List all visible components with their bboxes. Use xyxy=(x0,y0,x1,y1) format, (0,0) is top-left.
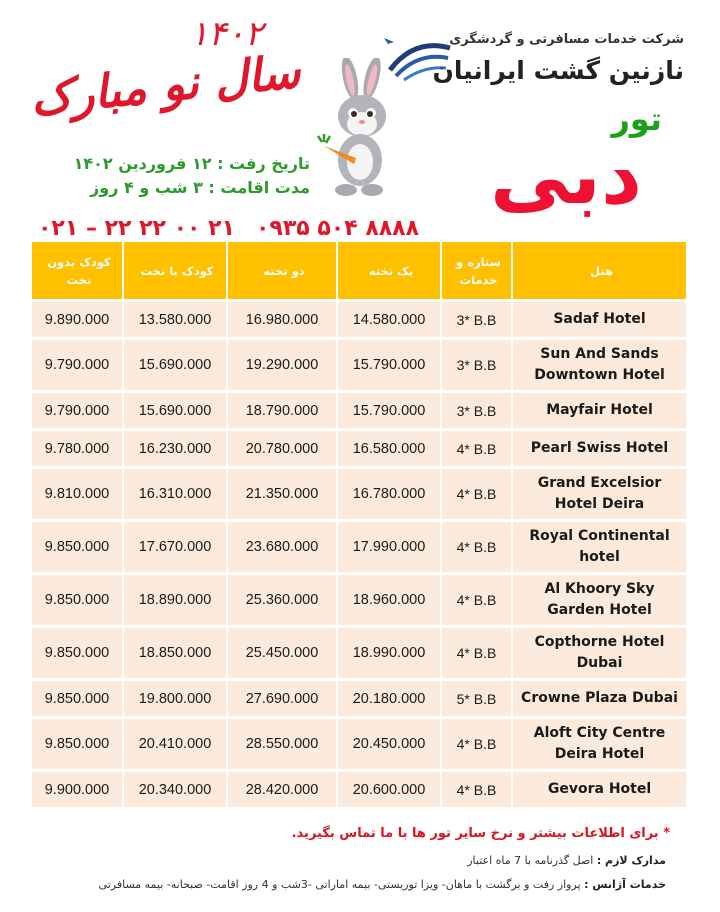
cell-stars: 4* B.B xyxy=(442,469,513,522)
cell-stars: 4* B.B xyxy=(442,522,513,575)
cell-double: 25.450.000 xyxy=(228,628,338,681)
cell-child-bed: 16.310.000 xyxy=(124,469,228,522)
cell-single: 16.580.000 xyxy=(338,431,442,469)
table-row xyxy=(32,431,688,469)
cell-double: 19.290.000 xyxy=(228,340,338,393)
table-row xyxy=(32,628,688,681)
phone-landline[interactable]: ۰۲۱ – ۲۲ ۲۲ ۰۰ ۲۱ xyxy=(38,216,236,241)
cell-double: 28.420.000 xyxy=(228,772,338,810)
cell-double: 18.790.000 xyxy=(228,393,338,431)
cell-hotel: Gevora Hotel xyxy=(513,772,688,810)
cell-stars: 3* B.B xyxy=(442,302,513,340)
cell-child-bed: 18.850.000 xyxy=(124,628,228,681)
cell-child-nobed: 9.850.000 xyxy=(32,575,124,628)
cell-stars: 4* B.B xyxy=(442,628,513,681)
table-row xyxy=(32,393,688,431)
new-year-greeting xyxy=(27,14,303,126)
cell-stars: 5* B.B xyxy=(442,681,513,719)
cell-stars: 4* B.B xyxy=(442,431,513,469)
table-row xyxy=(32,575,688,628)
greeting-phrase: سال نو مبارک xyxy=(27,44,303,126)
table-row xyxy=(32,522,688,575)
contact-note: * برای اطلاعات بیشتر و نرخ سایر تور ها با ما تماس بگیرید. xyxy=(291,826,670,841)
cell-single: 17.990.000 xyxy=(338,522,442,575)
header-child-bed: کودک با تخت xyxy=(124,242,228,302)
header-hotel: هتل xyxy=(513,242,688,302)
header-stars: ستاره و خدمات xyxy=(442,242,513,302)
cell-child-nobed: 9.850.000 xyxy=(32,719,124,772)
company-subtitle: شرکت خدمات مسافرتی و گردشگری xyxy=(449,32,684,47)
price-table xyxy=(32,242,688,810)
cell-double: 16.980.000 xyxy=(228,302,338,340)
cell-double: 28.550.000 xyxy=(228,719,338,772)
departure-date: تاریخ رفت : ۱۲ فروردین ۱۴۰۲ xyxy=(73,154,310,173)
header-single: یک تخته xyxy=(338,242,442,302)
services-label: خدمات آژانس : xyxy=(584,878,666,891)
cell-child-bed: 15.690.000 xyxy=(124,340,228,393)
cell-child-nobed: 9.780.000 xyxy=(32,431,124,469)
cell-child-nobed: 9.850.000 xyxy=(32,522,124,575)
cell-single: 20.180.000 xyxy=(338,681,442,719)
cell-child-nobed: 9.850.000 xyxy=(32,628,124,681)
cell-child-nobed: 9.850.000 xyxy=(32,681,124,719)
cell-hotel: Mayfair Hotel xyxy=(513,393,688,431)
agency-services xyxy=(99,878,666,891)
cell-double: 25.360.000 xyxy=(228,575,338,628)
cell-child-nobed: 9.900.000 xyxy=(32,772,124,810)
cell-stars: 3* B.B xyxy=(442,393,513,431)
header-child-nobed: کودک بدون تخت xyxy=(32,242,124,302)
company-logo xyxy=(384,22,684,94)
cell-hotel: Al Khoory Sky Garden Hotel xyxy=(513,575,688,628)
cell-child-bed: 15.690.000 xyxy=(124,393,228,431)
cell-hotel: Sun And Sands Downtown Hotel xyxy=(513,340,688,393)
header-double: دو تخته xyxy=(228,242,338,302)
cell-hotel: Sadaf Hotel xyxy=(513,302,688,340)
table-row xyxy=(32,340,688,393)
cell-child-bed: 18.890.000 xyxy=(124,575,228,628)
cell-child-bed: 16.230.000 xyxy=(124,431,228,469)
cell-child-bed: 20.340.000 xyxy=(124,772,228,810)
cell-single: 18.960.000 xyxy=(338,575,442,628)
cell-single: 15.790.000 xyxy=(338,340,442,393)
cell-hotel: Crowne Plaza Dubai xyxy=(513,681,688,719)
cell-double: 23.680.000 xyxy=(228,522,338,575)
cell-single: 16.780.000 xyxy=(338,469,442,522)
required-documents xyxy=(467,854,666,867)
docs-text: اصل گذرنامه با 7 ماه اعتبار xyxy=(467,854,594,867)
cell-double: 20.780.000 xyxy=(228,431,338,469)
docs-label: مدارک لازم : xyxy=(596,854,666,867)
cell-stars: 3* B.B xyxy=(442,340,513,393)
cell-stars: 4* B.B xyxy=(442,772,513,810)
cell-child-bed: 20.410.000 xyxy=(124,719,228,772)
table-row xyxy=(32,719,688,772)
contact-phones xyxy=(38,216,418,244)
cell-stars: 4* B.B xyxy=(442,575,513,628)
cell-hotel: Copthorne Hotel Dubai xyxy=(513,628,688,681)
services-text: پرواز رفت و برگشت با ماهان- ویزا توریستی- بیمه اماراتی -3شب و 4 روز اقامت- صبحانه- بیمه مسافرتی xyxy=(98,878,581,891)
stay-duration: مدت اقامت : ۳ شب و ۴ روز xyxy=(90,178,310,197)
cell-child-nobed: 9.790.000 xyxy=(32,340,124,393)
tour-label: تور xyxy=(611,100,662,138)
table-row xyxy=(32,302,688,340)
cell-stars: 4* B.B xyxy=(442,719,513,772)
table-header-row xyxy=(32,242,688,302)
table-row xyxy=(32,469,688,522)
cell-child-nobed: 9.790.000 xyxy=(32,393,124,431)
table-row xyxy=(32,681,688,719)
company-name: نازنین گشت ایرانیان xyxy=(432,56,684,85)
cell-hotel: Pearl Swiss Hotel xyxy=(513,431,688,469)
phone-mobile[interactable]: ۰۹۳۵ ۵۰۴ ۸۸۸۸ xyxy=(256,216,420,241)
cell-single: 20.600.000 xyxy=(338,772,442,810)
greeting-year: ۱۴۰۲ xyxy=(190,14,264,54)
cell-double: 27.690.000 xyxy=(228,681,338,719)
cell-single: 15.790.000 xyxy=(338,393,442,431)
cell-child-nobed: 9.890.000 xyxy=(32,302,124,340)
cell-child-bed: 13.580.000 xyxy=(124,302,228,340)
cell-single: 20.450.000 xyxy=(338,719,442,772)
cell-child-bed: 17.670.000 xyxy=(124,522,228,575)
cell-hotel: Aloft City Centre Deira Hotel xyxy=(513,719,688,772)
cell-single: 14.580.000 xyxy=(338,302,442,340)
table-row xyxy=(32,772,688,810)
cell-hotel: Royal Continental hotel xyxy=(513,522,688,575)
cell-child-nobed: 9.810.000 xyxy=(32,469,124,522)
tour-city: دبی xyxy=(489,129,642,222)
cell-double: 21.350.000 xyxy=(228,469,338,522)
cell-hotel: Grand Excelsior Hotel Deira xyxy=(513,469,688,522)
cell-child-bed: 19.800.000 xyxy=(124,681,228,719)
cell-single: 18.990.000 xyxy=(338,628,442,681)
trip-info xyxy=(60,152,310,200)
